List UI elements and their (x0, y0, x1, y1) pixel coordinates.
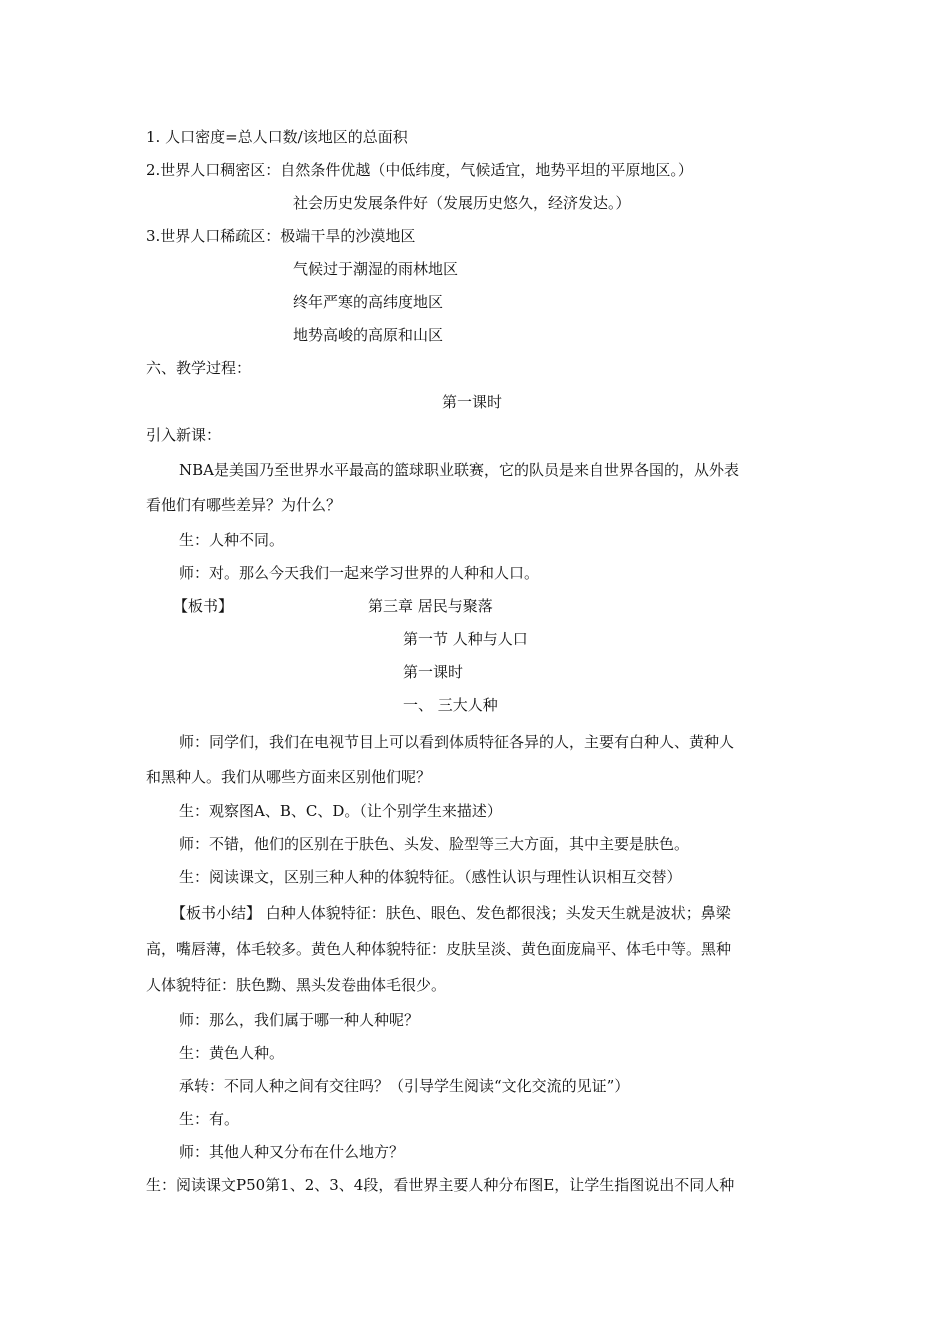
teacher-skin-color-line: 师：不错，他们的区别在于肤色、头发、脸型等三大方面，其中主要是肤色。 (179, 835, 690, 853)
sparse-area-polar-line: 终年严寒的高纬度地区 (293, 293, 444, 311)
nba-paragraph-line-1: NBA是美国乃至世界水平最高的篮球职业联赛，它的队员是来自世界各国的，从外表 (179, 461, 739, 479)
student-answer-1: 生：人种不同。 (179, 531, 285, 549)
teacher-line-1: 师：对。那么今天我们一起来学习世界的人种和人口。 (179, 564, 540, 582)
teacher-question-line: 师：那么，我们属于哪一种人种呢？ (179, 1011, 420, 1029)
board-summary-line-1: 【板书小结】 白种人体貌特征：肤色、眼色、发色都很浅；头发天生就是波状；鼻梁 (171, 904, 731, 922)
dense-area-natural-line: 2.世界人口稠密区：自然条件优越（中低纬度，气候适宜，地势平坦的平原地区。） (146, 161, 693, 179)
dense-area-social-line: 社会历史发展条件好（发展历史悠久，经济发达。） (293, 194, 631, 212)
intro-heading: 引入新课： (146, 426, 222, 444)
student-observe-line: 生：观察图A、B、C、D。（让个别学生来描述） (179, 802, 502, 820)
teaching-process-heading: 六、教学过程： (146, 359, 252, 377)
student-yes-line: 生：有。 (179, 1110, 240, 1128)
board-summary-line-3: 人体貌特征：肤色黝、黑头发卷曲体毛很少。 (146, 976, 447, 994)
teacher-distribution-line: 师：其他人种又分布在什么地方？ (179, 1143, 405, 1161)
lesson-subtitle: 第一课时 (403, 663, 464, 681)
board-summary-line-2: 高，嘴唇薄，体毛较多。黄色人种体貌特征：皮肤呈淡、黄色面庞扁平、体毛中等。黑种 (146, 940, 732, 958)
board-label: 【板书】 (173, 597, 234, 615)
section-title: 第一节 人种与人口 (403, 630, 528, 648)
teacher-paragraph-line-2: 和黑种人。我们从哪些方面来区别他们呢？ (146, 768, 432, 786)
lesson-one-title: 第一课时 (442, 393, 503, 411)
chapter-title: 第三章 居民与聚落 (368, 597, 493, 615)
sparse-area-highland-line: 地势高峻的高原和山区 (293, 326, 444, 344)
student-yellow-line: 生：黄色人种。 (179, 1044, 285, 1062)
three-races-heading: 一、 三大人种 (403, 696, 498, 714)
teacher-paragraph-line-1: 师：同学们，我们在电视节目上可以看到体质特征各异的人，主要有白种人、黄种人 (179, 733, 735, 751)
density-formula-line: 1. 人口密度=总人口数/该地区的总面积 (146, 128, 408, 146)
student-map-line: 生：阅读课文P50第1、2、3、4段，看世界主要人种分布图E，让学生指图说出不同人种 (146, 1176, 735, 1194)
sparse-area-desert-line: 3.世界人口稀疏区：极端干旱的沙漠地区 (146, 227, 416, 245)
student-read-line: 生：阅读课文，区别三种人种的体貌特征。（感性认识与理性认识相互交替） (179, 868, 682, 886)
sparse-area-rainforest-line: 气候过于潮湿的雨林地区 (293, 260, 459, 278)
nba-paragraph-line-2: 看他们有哪些差异？为什么？ (146, 496, 342, 514)
transition-line: 承转：不同人种之间有交往吗？（引导学生阅读“文化交流的见证”） (179, 1077, 630, 1095)
